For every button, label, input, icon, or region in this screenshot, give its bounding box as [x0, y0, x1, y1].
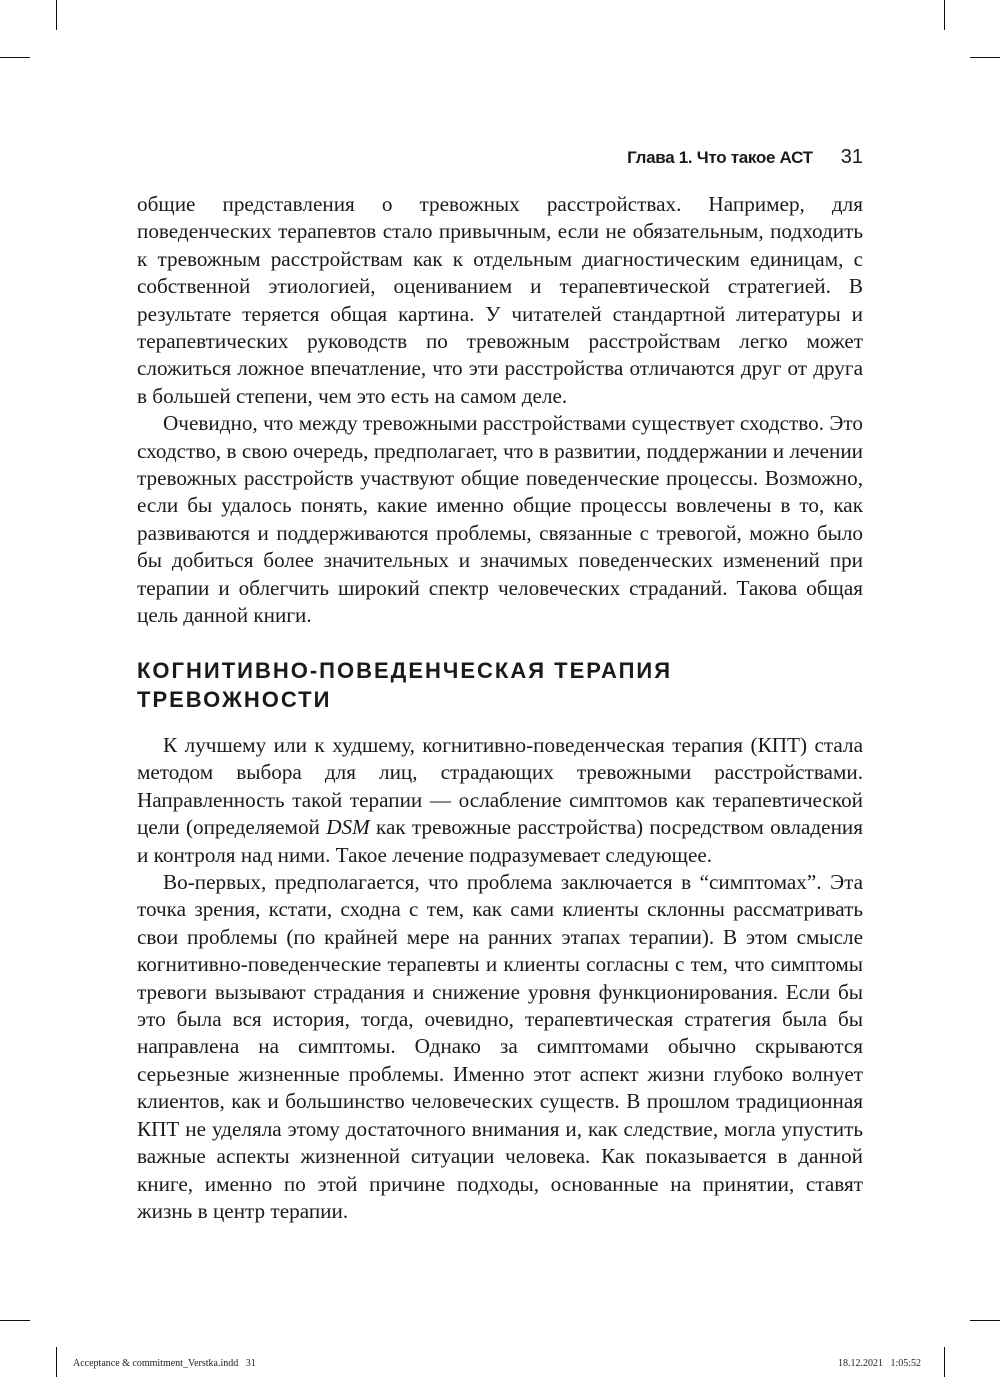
body-text-bottom: [137, 732, 863, 1225]
paragraph-first-point: Во-первых, предполагается, что проблема заключается в “симптомах”. Эта точка зрения, кстати, сходна с тем, как сами клиенты склонны рассматривать свои проблемы (по крайней мере на ранних этапах терапии). В этом смысле когнитивно-поведенческие терапевты и клиенты согласны с тем, что симптомы тревоги вызывают страдания и снижение уровня функционирования. Если бы это была вся история, тогда, очевидно, терапевтическая стратегия была бы направлена на симптомы. Однако за симптомами обычно скрываются серьезные жизненные проблемы. Именно этот аспект жизни глубоко волнует клиентов, как и большинство человеческих существ. В прошлом традиционная КПТ не уделяла этому достаточного внимания и, как следствие, могла упустить важные аспекты жизненной ситуации человека. Как показывается в данной книге, именно по этой причине подходы, основанные на принятии, ставят жизнь в центр терапии.: [137, 870, 863, 1223]
paragraph-cbt-intro-before: К лучшему или к худшему, когнитивно-поведенческая терапия (КПТ) стала методом выбора для лиц, страдающих тревожными расстройствами. Направленность такой терапии — ослабление симптомов как терапевтической цели (определяемой: [137, 733, 863, 840]
running-head: [137, 146, 863, 170]
dsm-emphasis: DSM: [326, 815, 370, 840]
paragraph-continuation: общие представления о тревожных расстройствах. Например, для поведенческих терапевтов стало привычным, если не обязательным, подходить к тревожным расстройствам как к отдельным диагностическим единицам, с собственной этиологией, оцениванием и терапевтической стратегией. В результате теряется общая картина. У читателей стандартной литературы и терапевтических руководств по тревожным расстройствам легко может сложиться ложное впечатление, что эти расстройства отличаются друг от друга в большей степени, чем это есть на самом деле.: [137, 192, 863, 408]
page-number: 31: [840, 146, 863, 168]
section-heading-line-1: КОГНИТИВНО-ПОВЕДЕНЧЕСКАЯ ТЕРАПИЯ: [137, 658, 673, 683]
print-slug-date: 18.12.2021 1:05:52: [837, 1358, 921, 1369]
crop-mark-top-left: [56, 0, 57, 30]
crop-mark-top-left-horizontal: [0, 57, 30, 58]
paragraph-similarity: Очевидно, что между тревожными расстройствами существует сходство. Это сходство, в свою очередь, предполагает, что в развитии, поддержании и лечении тревожных расстройств участвуют общие поведенческие процессы. Возможно, если бы удалось понять, какие именно общие процессы вовлечены в то, как развиваются и поддерживаются проблемы, связанные с тревогой, можно было бы добиться более значительных и значимых поведенческих изменений при терапии и облегчить широкий спектр человеческих страданий. Такова общая цель данной книги.: [137, 411, 863, 628]
crop-mark-bottom-left: [56, 1347, 57, 1377]
crop-mark-bottom-right: [944, 1347, 945, 1377]
section-heading-line-2: ТРЕВОЖНОСТИ: [137, 687, 332, 712]
crop-mark-bottom-left-horizontal: [0, 1320, 30, 1321]
section-heading: [137, 656, 863, 714]
crop-mark-top-right: [944, 0, 945, 30]
paragraph-cbt-intro: [137, 732, 863, 869]
paragraph-cbt-intro-after: как тревожные расстройства) посредством овладения и контроля над ними. Такое лечение подразумевает следующее.: [137, 815, 864, 867]
body-text-top: [137, 191, 863, 630]
crop-mark-top-right-horizontal: [970, 57, 1000, 58]
print-slug-file: Acceptance & commitment_Verstka.indd 31: [73, 1358, 256, 1369]
crop-mark-bottom-right-horizontal: [970, 1320, 1000, 1321]
chapter-title: Глава 1. Что такое АСТ: [627, 148, 813, 167]
